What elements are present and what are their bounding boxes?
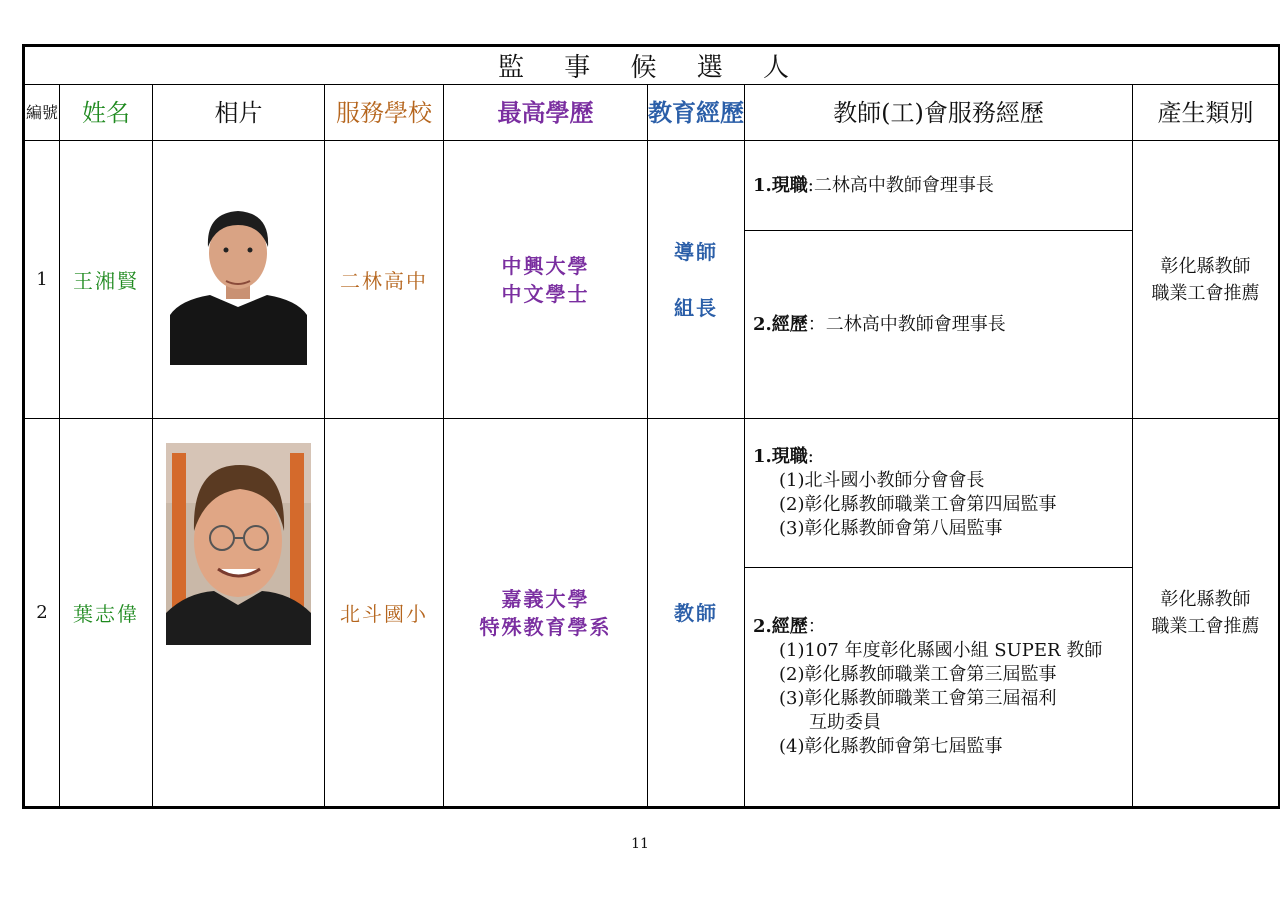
past-experience: [745, 568, 1133, 808]
candidate-experience: [648, 419, 745, 808]
candidate-category: [1133, 419, 1280, 808]
candidate-photo-cell: [153, 141, 325, 419]
current-position: [745, 141, 1133, 231]
current-position: [745, 419, 1133, 568]
past-colon: ：: [807, 616, 826, 637]
page-number: 11: [631, 836, 649, 852]
past-experience: [745, 231, 1133, 419]
current-colon: :: [807, 446, 814, 467]
current-label: 1.現職: [753, 446, 808, 467]
candidate-number: 1: [24, 141, 60, 419]
header-photo: 相片: [153, 85, 325, 141]
list-item: (2)彰化縣教師職業工會第四屆監事: [779, 494, 1057, 515]
current-text: :二林高中教師會理事長: [807, 174, 994, 196]
past-label: 2.經歷: [753, 616, 808, 637]
candidate-school: 北斗國小: [325, 419, 444, 808]
candidate-school: 二林高中: [325, 141, 444, 419]
table-row: [24, 141, 1280, 231]
list-item: (1)北斗國小教師分會會長: [779, 470, 985, 491]
header-name: 姓名: [60, 85, 153, 141]
candidate-education: [444, 141, 648, 419]
candidate-education: [444, 419, 648, 808]
header-school: 服務學校: [325, 85, 444, 141]
education-line-2: 中文學士: [501, 281, 590, 306]
title-row: [24, 46, 1280, 85]
past-text: ：二林高中教師會理事長: [807, 313, 1006, 335]
list-item: (2)彰化縣教師職業工會第三屆監事: [779, 664, 1057, 685]
header-row: [24, 85, 1280, 141]
candidate-photo: [170, 195, 307, 365]
category-line-2: 職業工會推薦: [1151, 282, 1260, 304]
header-experience: 教育經歷: [648, 85, 745, 141]
table-title: 監 事 候 選 人: [24, 46, 1280, 85]
candidate-photo: [166, 443, 311, 645]
list-item: (3)彰化縣教師職業工會第三屆福利: [779, 688, 1057, 709]
header-number: 編號: [24, 85, 60, 141]
category-line-2: 職業工會推薦: [1151, 615, 1260, 637]
list-item: (3)彰化縣教師會第八屆監事: [779, 518, 1003, 539]
candidate-name: 葉志偉: [60, 419, 153, 808]
candidate-category: [1133, 141, 1280, 419]
list-item: (1)107 年度彰化縣國小組 SUPER 教師: [779, 640, 1103, 661]
education-line-1: 嘉義大學: [501, 586, 590, 611]
candidate-photo-cell: [153, 419, 325, 808]
header-education: 最高學歷: [444, 85, 648, 141]
list-item: 互助委員: [809, 712, 881, 733]
education-line-1: 中興大學: [501, 253, 590, 278]
header-service: 教師(工)會服務經歷: [745, 85, 1133, 141]
candidate-number: 2: [24, 419, 60, 808]
category-line-1: 彰化縣教師: [1160, 588, 1251, 610]
experience-line-1: 導師: [674, 239, 718, 264]
candidate-name: 王湘賢: [60, 141, 153, 419]
experience-line-2: 組長: [674, 295, 718, 320]
candidate-experience: [648, 141, 745, 419]
category-line-1: 彰化縣教師: [1160, 255, 1251, 277]
education-line-2: 特殊教育學系: [479, 614, 612, 639]
table-row: [24, 419, 1280, 568]
experience-line-1: 教師: [674, 600, 718, 625]
list-item: (4)彰化縣教師會第七屆監事: [779, 736, 1003, 757]
past-label: 2.經歷: [753, 313, 808, 335]
current-label: 1.現職: [753, 174, 808, 196]
header-category: 產生類別: [1133, 85, 1280, 141]
candidate-table: [22, 44, 1280, 809]
